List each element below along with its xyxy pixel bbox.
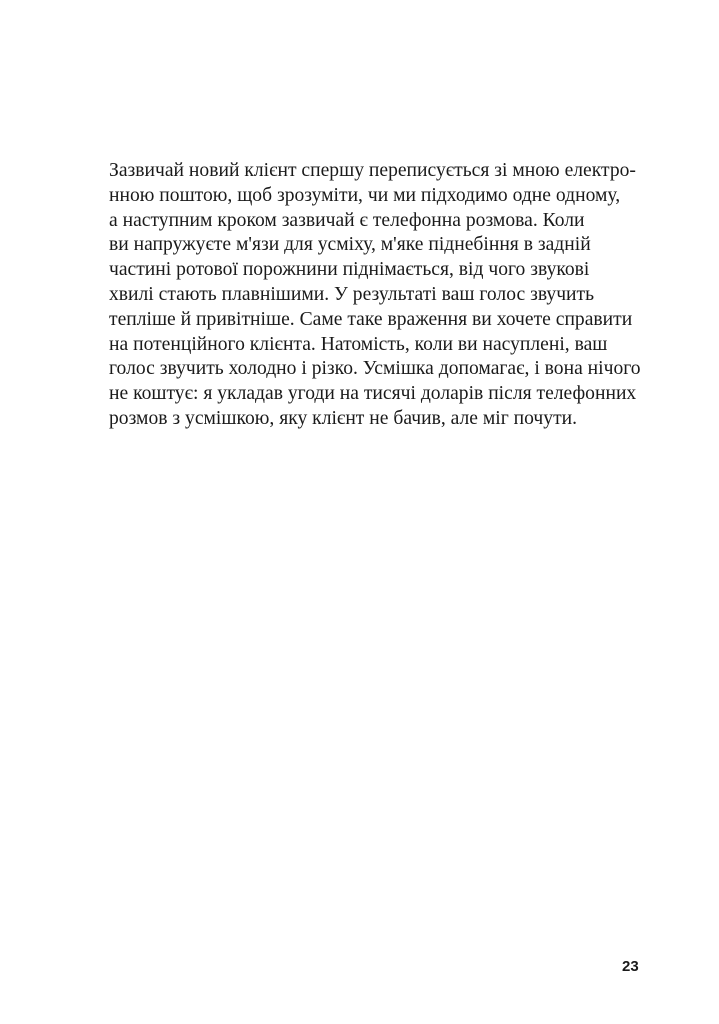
paragraph-line: ви напружуєте м'язи для усміху, м'яке піднебіння в задній <box>109 234 591 256</box>
paragraph-line: частині ротової порожнини піднімається, від чого звукові <box>109 259 590 281</box>
paragraph-line: нною поштою, щоб зрозуміти, чи ми підходимо одне одному, <box>109 184 621 206</box>
paragraph-line: не коштує: я укладав угоди на тисячі доларів після телефонних <box>109 383 637 405</box>
paragraph-line: голос звучить холодно і різко. Усмішка допомагає, і вона нічого <box>109 358 641 380</box>
paragraph-line: на потенційного клієнта. Натомість, коли ви насуплені, ваш <box>109 333 608 355</box>
paragraph-line: хвилі стають плавнішими. У результаті ваш голос звучить <box>109 283 595 305</box>
page-number: 23 <box>622 958 639 975</box>
paragraph-line: Зазвичай новий клієнт спершу переписується зі мною електро- <box>109 160 636 181</box>
paragraph-line: а наступним кроком зазвичай є телефонна розмова. Коли <box>109 209 585 231</box>
paragraph-line: розмов з усмішкою, яку клієнт не бачив, але міг почути. <box>109 407 578 429</box>
paragraph-line: тепліше й привітніше. Саме таке враження ви хочете справити <box>109 308 633 330</box>
body-paragraph <box>109 159 639 432</box>
